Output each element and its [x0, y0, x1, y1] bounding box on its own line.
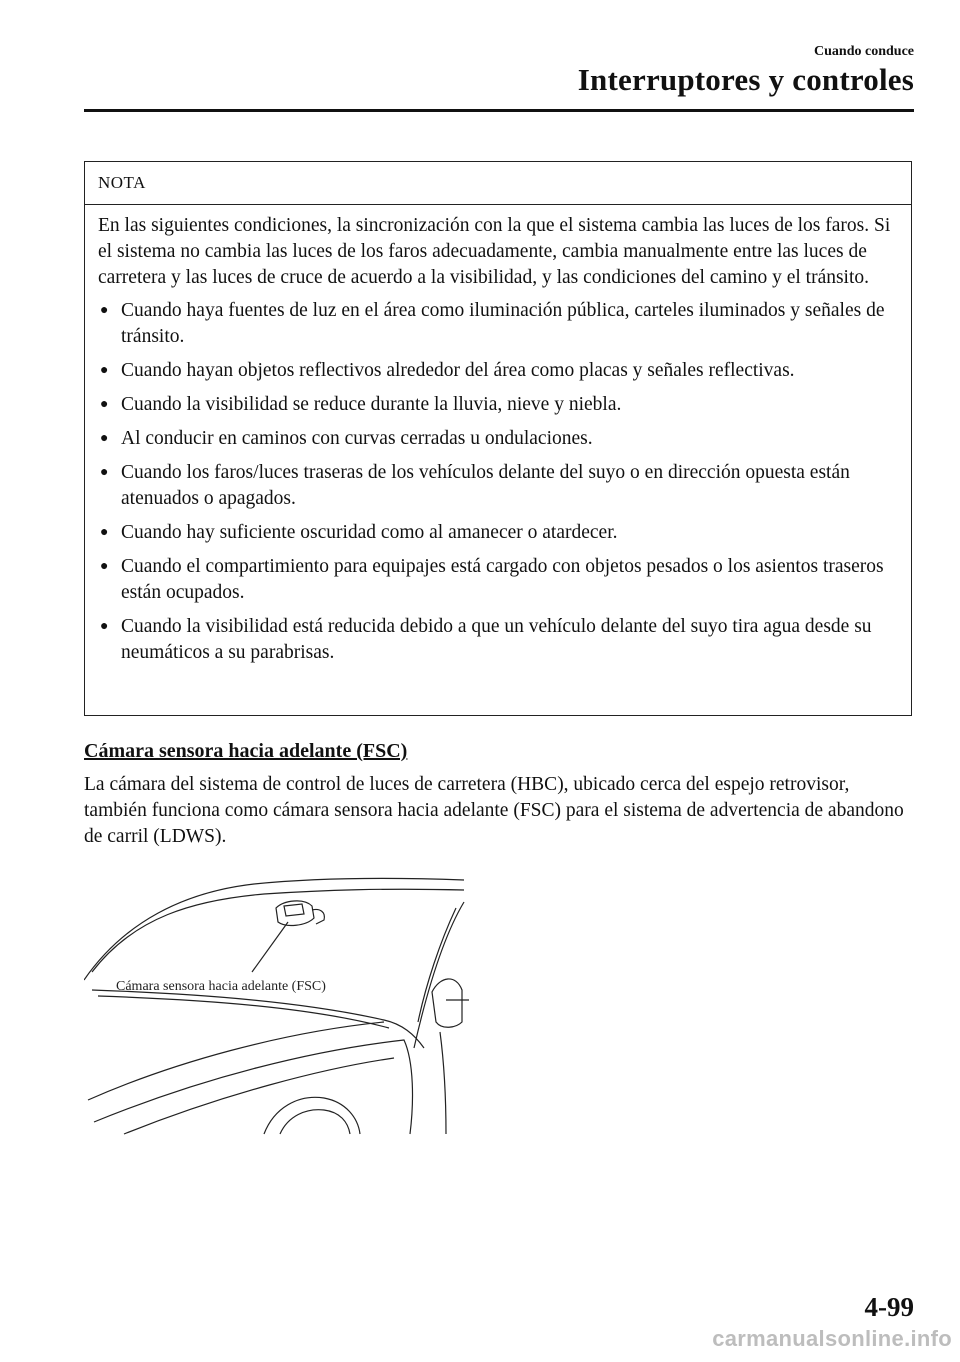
fender-arch	[264, 1097, 360, 1134]
callout-line	[252, 922, 288, 972]
note-box	[84, 161, 912, 716]
roof-inner-line	[92, 889, 464, 972]
list-item-text: Cuando hayan objetos reflectivos alrededor del área como placas y señales reflectivas.	[121, 360, 795, 381]
windshield-lower-edge	[92, 990, 424, 1048]
bullet-icon: ●	[100, 559, 109, 574]
list-item	[98, 298, 901, 350]
header-rule	[84, 109, 914, 112]
note-heading: NOTA	[85, 162, 911, 205]
bullet-icon: ●	[100, 431, 109, 446]
figure-callout-label: Cámara sensora hacia adelante (FSC)	[116, 979, 326, 994]
note-list	[98, 298, 901, 666]
list-item	[98, 358, 901, 384]
list-item-text: Cuando la visibilidad se reduce durante la lluvia, nieve y niebla.	[121, 394, 622, 415]
windshield-illustration	[84, 872, 474, 1136]
note-intro: En las siguientes condiciones, la sincronización con la que el sistema cambia las luces de los faros. Si el sistema no cambia las luces de los faros adecuadamente, cambia manualmente entre las luces de carretera y las luces de cruce de acuerdo a la visibilidad, y las condiciones del camino y el tránsito.	[98, 215, 891, 288]
list-item-text: Al conducir en caminos con curvas cerradas u ondulaciones.	[121, 428, 593, 449]
list-item-text: Cuando la visibilidad está reducida debido a que un vehículo delante del suyo tira agua desde su neumáticos a su parabrisas.	[121, 616, 872, 663]
list-item-text: Cuando hay suficiente oscuridad como al amanecer o atardecer.	[121, 522, 618, 543]
bullet-icon: ●	[100, 397, 109, 412]
fender-arch-inner	[280, 1110, 350, 1134]
list-item-text: Cuando los faros/luces traseras de los vehículos delante del suyo o en dirección opuesta están atenuados o apagados.	[121, 462, 850, 509]
windshield-figure	[84, 872, 474, 1136]
hood-line-1	[88, 1022, 384, 1100]
door-line	[440, 1032, 446, 1134]
bullet-icon: ●	[100, 363, 109, 378]
page-title: Interruptores y controles	[577, 62, 914, 97]
list-item-text: Cuando haya fuentes de luz en el área como iluminación pública, carteles iluminados y señales de tránsito.	[121, 300, 885, 347]
watermark: carmanualsonline.info	[712, 1326, 952, 1351]
list-item-text: Cuando el compartimiento para equipajes está cargado con objetos pesados o los asientos traseros están ocupados.	[121, 556, 884, 603]
list-item	[98, 554, 901, 606]
list-item	[98, 460, 901, 512]
list-item	[98, 426, 901, 452]
bullet-icon: ●	[100, 619, 109, 634]
list-item	[98, 392, 901, 418]
section-title: Cámara sensora hacia adelante (FSC)	[84, 740, 408, 762]
note-body	[85, 205, 911, 666]
hood-line-2	[94, 1040, 412, 1134]
bullet-icon: ●	[100, 465, 109, 480]
bullet-icon: ●	[100, 525, 109, 540]
side-mirror	[432, 979, 462, 1027]
bullet-icon: ●	[100, 303, 109, 318]
header-section: Cuando conduce	[814, 44, 914, 59]
camera-lens	[284, 904, 304, 916]
list-item	[98, 614, 901, 666]
page-number: 4-99	[864, 1292, 914, 1322]
list-item	[98, 520, 901, 546]
section-paragraph: La cámara del sistema de control de luces de carretera (HBC), ubicado cerca del espejo retrovisor, también funciona como cámara sensora hacia adelante (FSC) para el sistema de advertencia de abandono de carril (LDWS).	[84, 774, 904, 847]
